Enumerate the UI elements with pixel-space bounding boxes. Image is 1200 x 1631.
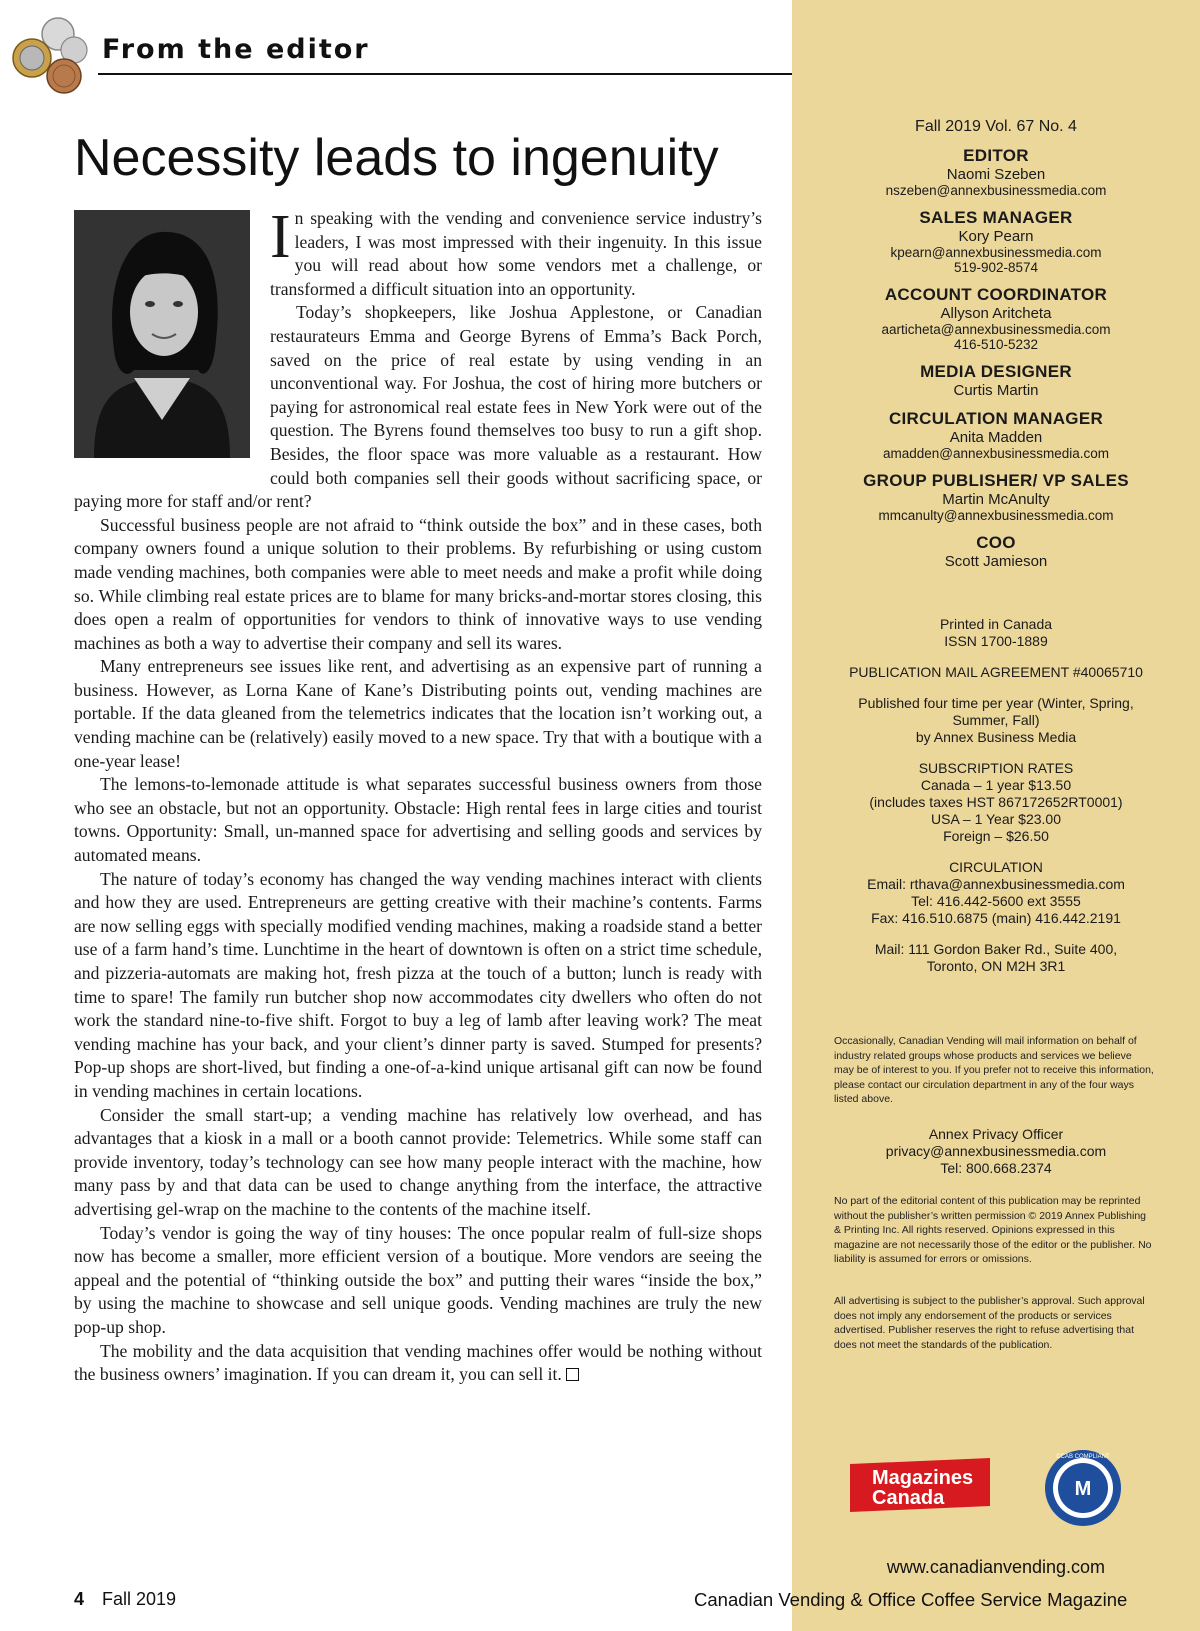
staff-email[interactable]: mmcanulty@annexbusinessmedia.com — [878, 508, 1114, 523]
staff-role: SALES MANAGER — [919, 208, 1073, 227]
circulation-title: CIRCULATION — [949, 859, 1043, 875]
staff-role: ACCOUNT COORDINATOR — [884, 285, 1108, 304]
coins-icon — [8, 14, 92, 98]
ccab-seal-text: CCAB COMPLIANT — [1056, 1454, 1110, 1460]
staff-name: Anita Madden — [949, 429, 1043, 446]
subscription-rate: Foreign – $26.50 — [943, 828, 1049, 844]
drop-cap: I — [270, 203, 291, 271]
mailing-address: Toronto, ON M2H 3R1 — [926, 958, 1066, 974]
staff-name: Allyson Aritcheta — [940, 305, 1052, 322]
article-paragraph: The lemons-to-lemonade attitude is what separates successful business owners from those who see an obstacle, but not an opportunity. Obstacle: High rental fees in large cities and tourist towns. Opportunity: Small, un-manned space for advertising and selling goods and services by automated means. — [74, 774, 762, 866]
article-paragraph: Successful business people are not afraid to “think outside the box” and in these cases, both company owners found a unique solution to their problems. By refurbishing or using custom made vending machines, both companies were able to meet needs and make a profit while doing so. While climbing real estate prices are to blame for many bricks-and-mortar stores closing, this does open a realm of opportunities for vendors to think of innovative ways to use vending machines as both a way to advertise their company and sell its wares. — [74, 514, 762, 653]
website-link[interactable]: www.canadianvending.com — [886, 1557, 1106, 1577]
subscription-title: SUBSCRIPTION RATES — [918, 760, 1074, 776]
staff-email[interactable]: nszeben@annexbusinessmedia.com — [885, 183, 1107, 198]
issn: ISSN 1700-1889 — [944, 633, 1048, 649]
article-paragraph: Today’s shopkeepers, like Joshua Applestone, or Canadian restaurateurs Emma and George Byrens of Emma’s Back Porch, saved on the price of real estate by using vending in an unconventional way. For Joshua, the cost of hiring more butchers or paying for astronomical real estate fees in New York were out of the question. The Byrens found themselves too busy to run a gift shop. Besides, the floor space was more valuable as a restaurant. How could both companies sell their goods without sacrificing space, or paying more for staff and/or rent? — [74, 302, 762, 512]
article-paragraph: Consider the small start-up; a vending machine has relatively low overhead, and has advantages that a kiosk in a mall or a booth cannot provide: Telemetrics. While some staff can provide inventory, today’s technology can see how many people interact with the machine, how many pass by and that data can be used to change anything from the interface, the attractive advertising gel-wrap on the machine to the contents of the machine itself. — [74, 1104, 762, 1219]
staff-role: CIRCULATION MANAGER — [888, 409, 1104, 428]
advertising-notice: All advertising is subject to the publisher’s approval. Such approval does not imply any endorsement of the products or services advertised. Publisher reserves the right to refuse advertising that does not meet the standards of the publication. — [834, 1295, 1145, 1351]
staff-name: Kory Pearn — [958, 228, 1034, 245]
circulation-tel: Tel: 416.442-5600 ext 3555 — [911, 893, 1081, 909]
page-footer-left — [74, 1589, 176, 1610]
ccab-seal-logo — [1043, 1448, 1123, 1528]
article-paragraph: Today’s vendor is going the way of tiny houses: The once popular realm of full-size shops now has become a smaller, more efficient version of a boutique. More vendors are seeing the appeal and the potential of “thinking outside the box” and putting their wares “inside the box,” by using the machine to showcase and sell unique goods. Vending machines are truly the new pop-up shop. — [74, 1222, 762, 1337]
end-mark-icon — [566, 1368, 579, 1381]
svg-text:M: M — [1074, 1478, 1092, 1500]
staff-role: COO — [976, 533, 1016, 552]
photo-spacer — [74, 207, 270, 475]
staff-name: Scott Jamieson — [944, 553, 1048, 570]
article-body — [74, 203, 762, 1387]
subscription-rate: (includes taxes HST 867172652RT0001) — [869, 794, 1123, 810]
article-paragraph: The nature of today’s economy has changed the way vending machines interact with clients and how they are used. Entrepreneurs are getting creative with their machine’s contents. Farms are now selling eggs with specially modified vending machines, making a roadside stand a better use of a farm hand’s time. Lunchtime in the heart of downtown is often on a strict time schedule, and pizzeria-automats are making hot, fresh pizza at the touch of a button; lunch is ready with time to spare! The family run butcher shop now accommodates city dwellers who often do not work the standard nine-to-five shift. Forgot to buy a leg of lamb after leaving work? The meat vending machine has your back, and your client’s dinner party is saved. Stumped for presents? Pop-up shops are short-lived, but finding a one-of-a-kind unique artisanal gift can now be found in vending machines in certain locations. — [74, 868, 762, 1101]
page-number: 4 — [74, 1589, 85, 1609]
circulation-email[interactable]: Email: rthava@annexbusinessmedia.com — [867, 876, 1125, 892]
article-paragraph: The mobility and the data acquisition that vending machines offer would be nothing without the business owners’ imagination. If you can dream it, you can sell it. — [74, 1340, 762, 1385]
privacy-tel: Tel: 800.668.2374 — [940, 1160, 1052, 1176]
article-paragraph: Many entrepreneurs see issues like rent, and advertising as an expensive part of running a business. However, as Lorna Kane of Kane’s Distributing points out, vending machines are portable. If the data gleaned from the telemetrics indicates that the location isn’t working out, a vending machine can be (relatively) easily moved to a new space. Try that with a boutique with a one-year lease! — [74, 656, 762, 771]
staff-name: Curtis Martin — [953, 382, 1039, 399]
published-info: Summer, Fall) — [952, 712, 1040, 728]
staff-phone: 416-510-5232 — [953, 337, 1039, 352]
staff-name: Naomi Szeben — [946, 166, 1046, 183]
staff-role: MEDIA DESIGNER — [920, 362, 1072, 381]
article-headline: Necessity leads to ingenuity — [74, 129, 719, 187]
article-paragraph: In speaking with the vending and convenience service industry’s leaders, I was most impressed with their ingenuity. In this issue you will read about how some vendors met a challenge, or transformed a difficult situation into an opportunity. — [270, 203, 762, 299]
mail-agreement: PUBLICATION MAIL AGREEMENT #40065710 — [849, 664, 1143, 680]
circulation-fax: Fax: 416.510.6875 (main) 416.442.2191 — [871, 910, 1121, 926]
privacy-officer — [792, 1126, 1200, 1177]
header-rule — [98, 73, 792, 75]
publication-name: Canadian Vending & Office Coffee Service Magazine — [694, 1589, 1128, 1610]
mailing-notice: Occasionally, Canadian Vending will mail information on behalf of industry related groups whose products and services we believe may be of interest to you. If you prefer not to receive this information, please contact our circulation department in any of the four ways listed above. — [834, 1035, 1154, 1105]
footer-issue: Fall 2019 — [102, 1589, 177, 1609]
magazines-canada-logo — [850, 1458, 990, 1512]
subscription-rate: USA – 1 Year $23.00 — [931, 811, 1061, 827]
printed-in: Printed in Canada — [939, 616, 1053, 632]
masthead — [792, 118, 1200, 975]
staff-email[interactable]: aarticheta@annexbusinessmedia.com — [881, 322, 1111, 337]
magazines-canada-line1: Magazines — [872, 1467, 974, 1489]
staff-role: EDITOR — [963, 146, 1029, 165]
copyright-notice: No part of the editorial content of this publication may be reprinted without the publisher’s written permission © 2019 Annex Publishing & Printing Inc. All rights reserved. Opinions expressed in this magazine are not necessarily those of the editor or the publisher. No liability is assumed for errors or omissions. — [834, 1195, 1152, 1265]
privacy-title: Annex Privacy Officer — [928, 1126, 1064, 1142]
published-info: by Annex Business Media — [915, 729, 1077, 745]
mailing-address: Mail: 111 Gordon Baker Rd., Suite 400, — [874, 941, 1118, 957]
subscription-rate: Canada – 1 year $13.50 — [920, 777, 1072, 793]
privacy-email[interactable]: privacy@annexbusinessmedia.com — [885, 1143, 1107, 1159]
published-info: Published four time per year (Winter, Spring, — [858, 695, 1134, 711]
staff-phone: 519-902-8574 — [953, 260, 1039, 275]
issue-line: Fall 2019 Vol. 67 No. 4 — [915, 118, 1077, 135]
section-label: From the editor — [102, 34, 370, 65]
staff-role: GROUP PUBLISHER/ VP SALES — [863, 471, 1129, 490]
staff-email[interactable]: kpearn@annexbusinessmedia.com — [890, 245, 1102, 260]
staff-name: Martin McAnulty — [942, 491, 1050, 508]
magazines-canada-line2: Canada — [872, 1487, 945, 1509]
staff-email[interactable]: amadden@annexbusinessmedia.com — [882, 446, 1110, 461]
